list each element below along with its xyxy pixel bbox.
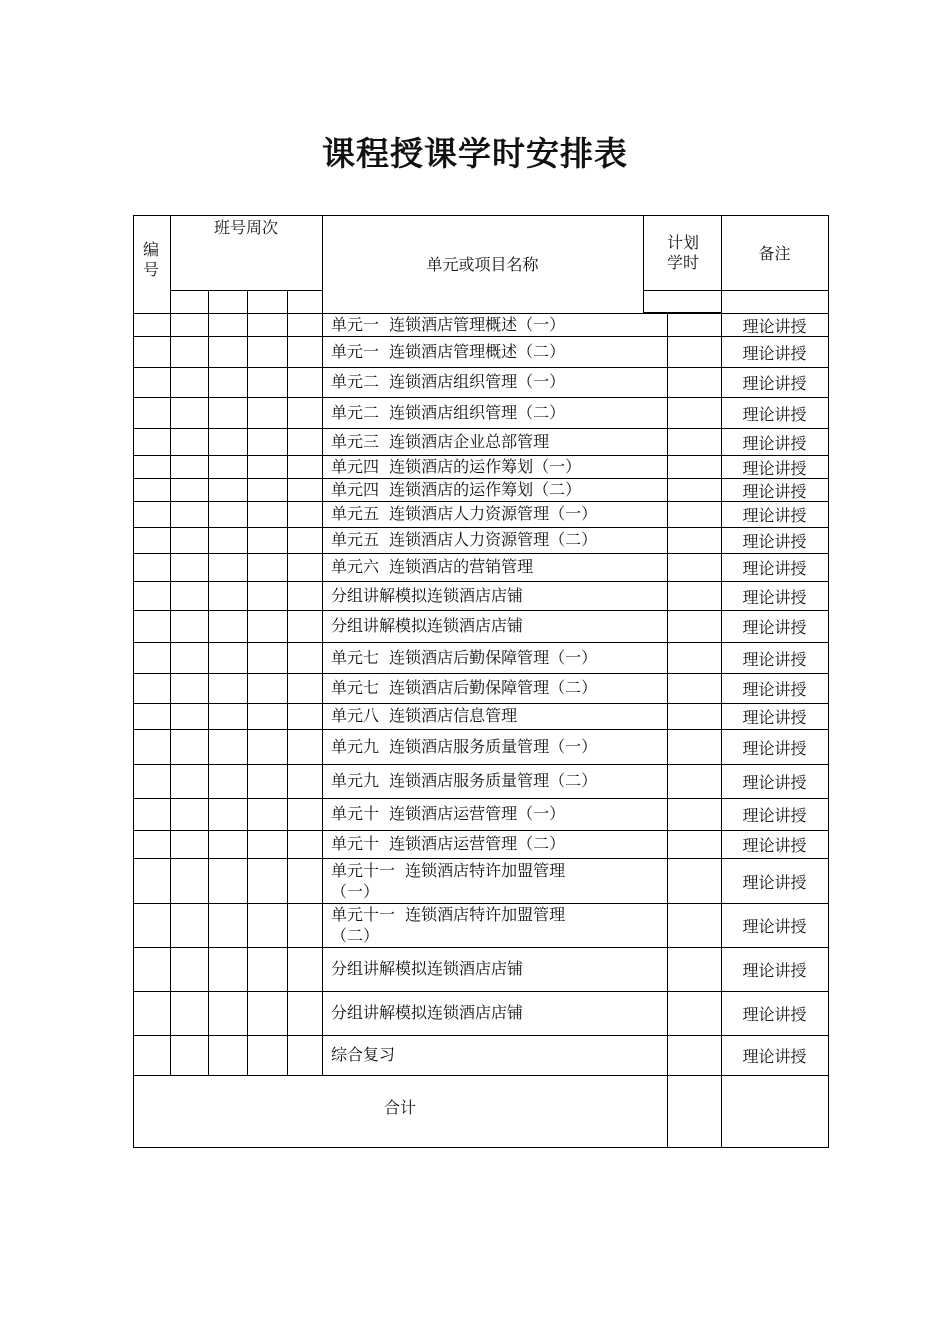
remark-cell: 理论讲授: [742, 649, 807, 669]
page-title: 课程授课学时安排表: [322, 134, 628, 173]
unit-name-cell: 综合复习: [331, 1045, 396, 1064]
remark-cell: 理论讲授: [742, 587, 807, 607]
header-week-divider: [247, 290, 248, 313]
table-border-bottom: [133, 1147, 829, 1148]
remark-cell: 理论讲授: [742, 680, 807, 699]
unit-name-cell: 单元十 连锁酒店运营管理（二）: [331, 834, 566, 853]
unit-name-cell: 单元十一 连锁酒店特许加盟管理 （二）: [331, 905, 566, 945]
remark-cell: 理论讲授: [742, 343, 807, 363]
unit-name-cell: 分组讲解模拟连锁酒店店铺: [331, 616, 524, 635]
remark-cell: 理论讲授: [742, 481, 807, 501]
unit-name-cell: 单元九 连锁酒店服务质量管理（一）: [331, 736, 598, 756]
column-divider: [208, 313, 209, 1075]
column-divider: [170, 313, 171, 1075]
unit-name-cell: 单元六 连锁酒店的营销管理: [331, 557, 534, 576]
remark-cell: 理论讲授: [742, 316, 807, 336]
remark-cell: 理论讲授: [742, 917, 807, 936]
unit-name-cell: 单元五 连锁酒店人力资源管理（一）: [331, 504, 598, 523]
unit-name-cell: 单元九 连锁酒店服务质量管理（二）: [331, 771, 598, 790]
header-divider: [643, 215, 644, 312]
remark-cell: 理论讲授: [742, 374, 807, 393]
remark-cell: 理论讲授: [742, 1047, 807, 1066]
remark-cell: 理论讲授: [742, 961, 807, 980]
unit-name-cell: 分组讲解模拟连锁酒店店铺: [331, 959, 524, 978]
column-divider: [721, 1075, 722, 1147]
unit-name-cell: 单元十一 连锁酒店特许加盟管理 （一）: [331, 860, 566, 901]
unit-name-cell: 单元五 连锁酒店人力资源管理（二）: [331, 530, 598, 549]
unit-name-cell: 单元一 连锁酒店管理概述（二）: [331, 341, 566, 361]
unit-name-cell: 单元四 连锁酒店的运作筹划（二）: [331, 479, 582, 499]
unit-name-cell: 单元一 连锁酒店管理概述（一）: [331, 314, 566, 334]
header-subline: [643, 290, 828, 291]
unit-name-cell: 单元四 连锁酒店的运作筹划（一）: [331, 456, 582, 476]
table-border-top: [133, 215, 829, 216]
remark-cell: 理论讲授: [742, 532, 807, 551]
remark-cell: 理论讲授: [742, 433, 807, 453]
remark-cell: 理论讲授: [742, 836, 807, 855]
remark-cell: 理论讲授: [742, 506, 807, 525]
remark-cell: 理论讲授: [742, 872, 807, 892]
header-week-divider: [208, 290, 209, 313]
header-week-divider: [287, 290, 288, 313]
unit-name-cell: 分组讲解模拟连锁酒店店铺: [331, 585, 524, 605]
unit-name-cell: 分组讲解模拟连锁酒店店铺: [331, 1003, 524, 1022]
remark-cell: 理论讲授: [742, 559, 807, 578]
column-divider: [667, 313, 668, 1075]
remark-cell: 理论讲授: [742, 1005, 807, 1024]
table-border-right: [828, 215, 829, 1148]
header-unit-name: 单元或项目名称: [426, 255, 539, 274]
unit-name-cell: 单元八 连锁酒店信息管理: [331, 706, 518, 725]
header-divider: [721, 215, 722, 313]
total-label: 合计: [383, 1098, 416, 1117]
unit-name-cell: 单元二 连锁酒店组织管理（一）: [331, 372, 566, 391]
header-planned-hours: 计划学时: [666, 233, 699, 272]
remark-cell: 理论讲授: [742, 458, 807, 478]
table-border-left: [133, 215, 134, 1147]
unit-name-cell: 单元七 连锁酒店后勤保障管理（二）: [331, 678, 598, 697]
unit-name-cell: 单元十 连锁酒店运营管理（一）: [331, 804, 566, 823]
remark-cell: 理论讲授: [742, 806, 807, 825]
remark-cell: 理论讲授: [742, 773, 807, 792]
header-subline: [170, 290, 322, 291]
header-number: 编号: [142, 240, 159, 279]
header-class-week: 班号周次: [213, 218, 278, 237]
remark-cell: 理论讲授: [742, 708, 807, 727]
unit-name-cell: 单元二 连锁酒店组织管理（二）: [331, 402, 566, 422]
column-divider: [667, 1075, 668, 1147]
column-divider: [322, 313, 323, 1075]
unit-name-cell: 单元七 连锁酒店后勤保障管理（一）: [331, 647, 598, 667]
unit-name-cell: 单元三 连锁酒店企业总部管理: [331, 431, 550, 451]
remark-cell: 理论讲授: [742, 618, 807, 637]
header-remarks: 备注: [758, 244, 791, 263]
remark-cell: 理论讲授: [742, 738, 807, 758]
remark-cell: 理论讲授: [742, 404, 807, 424]
column-divider: [287, 313, 288, 1075]
column-divider: [247, 313, 248, 1075]
